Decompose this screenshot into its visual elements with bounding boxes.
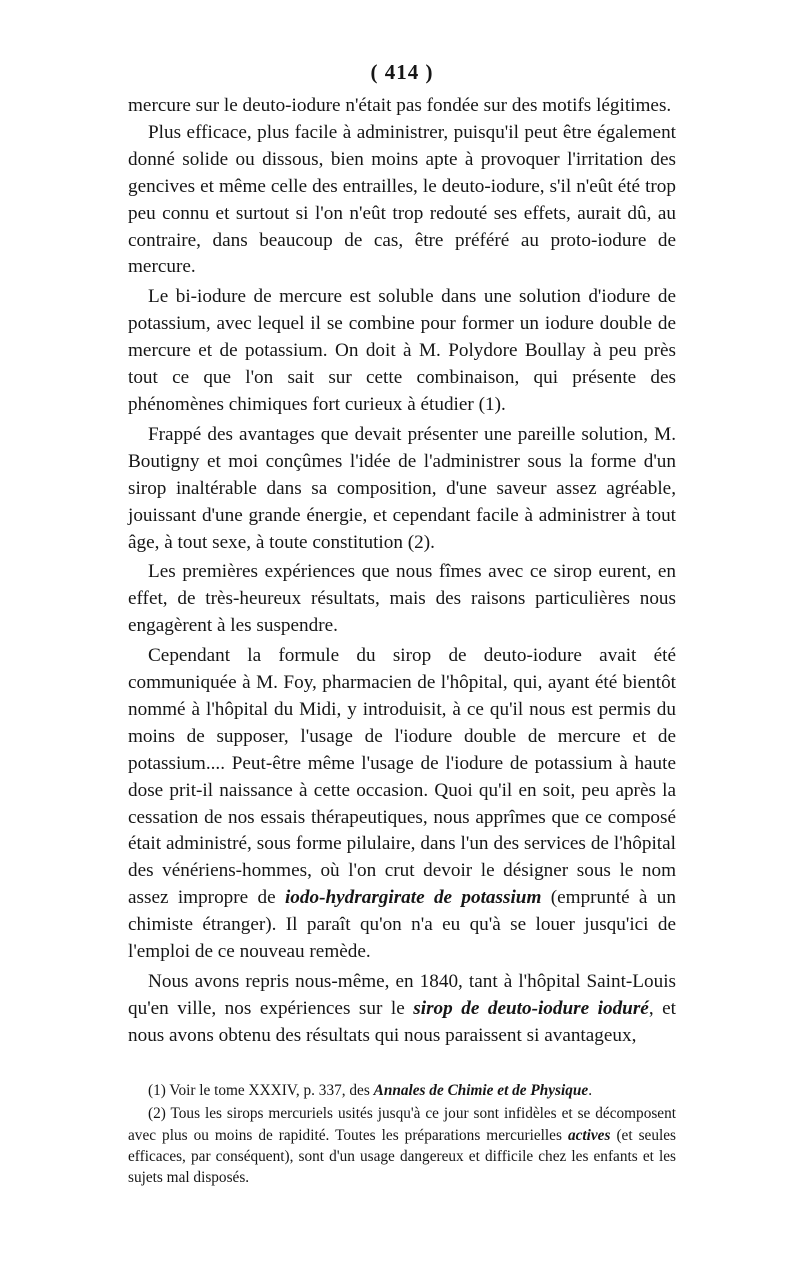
paragraph xyxy=(128,284,676,419)
footnote-text: (1) Voir le tome XXXIV, p. 337, des xyxy=(148,1081,374,1099)
document-page xyxy=(128,60,676,1189)
footnote xyxy=(128,1103,676,1189)
text-segment: (emprunté à un chimiste étranger). Il paraît qu'on n'a eu qu'à se louer jusqu'ici de l'emploi de ce nouveau remède. xyxy=(128,887,676,963)
paragraph xyxy=(128,93,676,120)
footnote-text: (et seules efficaces, par conséquent), sont d'un usage dangereux et difficile chez les enfants et les sujets mal disposés. xyxy=(128,1126,676,1187)
text-segment: , et nous avons obtenu des résultats qui nous paraissent si avantageux, xyxy=(128,997,676,1046)
italic-term: iodo-hydrargirate de potassium xyxy=(284,887,542,909)
text-segment: Plus efficace, plus facile à administrer, puisqu'il peut être également donné solide ou dissous, bien moins apte à provoquer l'irritation des gencives et même celle des entrailles, le deuto-iodure, s'il n'eût été trop peu connu et surtout si l'on n'eût trop redouté ses effets, aurait dû, au contraire, dans beaucoup de cas, être préféré au proto-iodure de mercure. xyxy=(128,121,676,278)
text-segment: Cependant la formule du sirop de deuto-iodure avait été communiquée à M. Foy, pharmacien de l'hôpital, qui, ayant été bientôt nommé à l'hôpital du Midi, y introduisit, à ce qu'il nous est permis du moins de supposer, l'usage de l'iodure double de mercure et de potassium.... Peut-être même l'usage de l'iodure de potassium à haute dose prit-il naissance à cette occasion. Quoi qu'il en soit, peu après la cessation de nos essais thérapeutiques, nous apprîmes que ce composé était administré, sous forme pilulaire, dans l'un des services de l'hôpital des vénériens-hommes, où l'on crut devoir le désigner sous le nom assez impropre de xyxy=(128,645,676,909)
italic-term: sirop de deuto-iodure ioduré xyxy=(413,997,649,1019)
page-number: ( 414 ) xyxy=(370,60,434,84)
footnotes xyxy=(128,1080,676,1189)
text-segment: Frappé des avantages que devait présenter une pareille solution, M. Boutigny et moi conçûmes l'idée de l'administrer sous la forme d'un sirop inaltérable dans sa composition, d'une saveur assez agréable, jouissant d'une grande énergie, et cependant facile à administrer à tout âge, à tout sexe, à toute constitution (2). xyxy=(128,423,676,553)
text-segment: Les premières expériences que nous fîmes avec ce sirop eurent, en effet, de très-heureux résultats, mais des raisons particulières nous engagèrent à les suspendre. xyxy=(128,561,676,637)
paragraph xyxy=(128,422,676,557)
paragraph xyxy=(128,120,676,281)
paragraph xyxy=(128,559,676,640)
text-segment: Nous avons repris nous-même, en 1840, tant à l'hôpital Saint-Louis qu'en ville, nos expériences sur le xyxy=(128,971,676,1019)
text-segment: mercure sur le deuto-iodure n'était pas fondée sur des motifs légitimes. xyxy=(128,95,672,116)
paragraph xyxy=(128,969,676,1050)
footnote xyxy=(128,1080,676,1101)
footnote-text: . xyxy=(588,1081,593,1099)
text-segment: Le bi-iodure de mercure est soluble dans une solution d'iodure de potassium, avec lequel il se combine pour former un iodure double de mercure et de potassium. On doit à M. Polydore Boullay à peu près tout ce que l'on sait sur cette combinaison, qui présente des phénomènes chimiques fort curieux à étudier (1). xyxy=(128,286,676,415)
body-text xyxy=(128,93,676,1050)
journal-title: Annales de Chimie et de Physique xyxy=(373,1081,589,1099)
paragraph xyxy=(128,643,676,966)
footnote-text: (2) Tous les sirops mercuriels usités jusqu'à ce jour sont infidèles et se décomposent avec plus ou moins de rapidité. Toutes les préparations mercurielles xyxy=(128,1105,676,1144)
italic-term: actives xyxy=(567,1126,611,1144)
